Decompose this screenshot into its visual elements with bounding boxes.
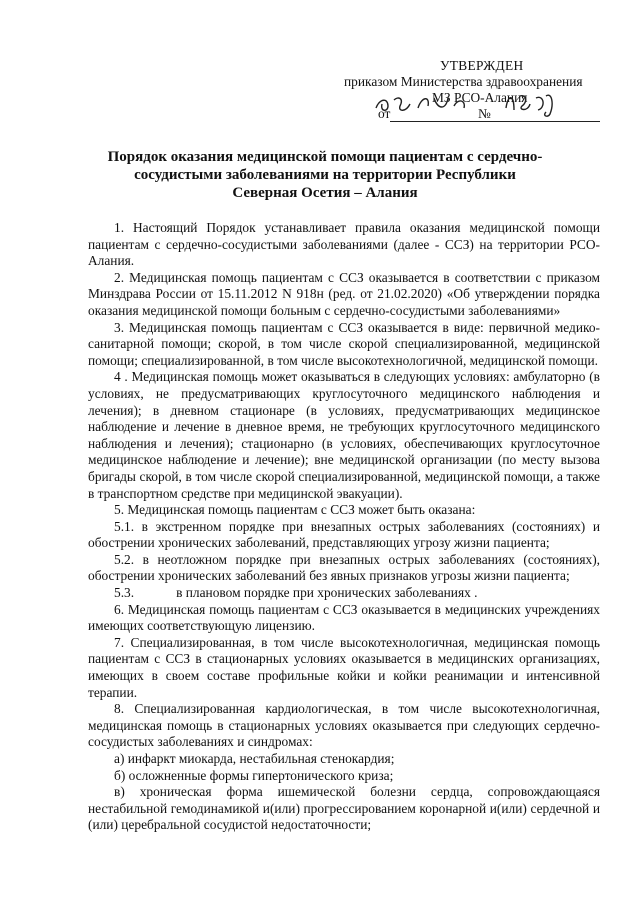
paragraph-8-a: а) инфаркт миокарда, нестабильная стенокардия; xyxy=(114,751,395,766)
paragraph-3: 3. Медицинская помощь пациентам с ССЗ оказывается в виде: первичной медико-санитарной помощи; скорой, в том числе скорой специализированной, медицинской помощи; специализированной, в том числе высокотехнологичной, медицинской помощи. xyxy=(88,319,600,368)
approval-stamp-block xyxy=(330,58,630,124)
paragraph-7: 7. Специализированная, в том числе высокотехнологичная, медицинская помощь пациентам с ССЗ в стационарных условиях оказывается в медицинских организациях, имеющих в своем составе профильные койки и койки реанимации и интенсивной терапии. xyxy=(88,634,600,700)
paragraph-5-1: 5.1. в экстренном порядке при внезапных острых заболеваниях (состояниях) и обострении хронических заболеваний, представляющих угрозу жизни пациента; xyxy=(88,518,600,551)
paragraph-4: 4 . Медицинская помощь может оказываться в следующих условиях: амбулаторно (в условиях, не предусматривающих круглосуточного медицинского наблюдения и лечения); в дневном стационаре (в условиях, предусматривающих медицинское наблюдение и лечение в дневное время, не требующих круглосуточного медицинского наблюдения и лечения); стационарно (в условиях, обеспечивающих круглосуточное медицинское наблюдение и лечение); вне медицинской организации (по месту вызова бригады скорой, в том числе скорой специализированной, медицинской помощи, а также в транспортном средстве при медицинской эвакуации). xyxy=(88,369,600,501)
paragraph-8-c: в) хроническая форма ишемической болезни сердца, сопровождающаяся нестабильной гемодинамикой и(или) прогрессированием коронарной и(или) сердечной и (или) церебральной сосудистой недостаточности; xyxy=(88,784,600,833)
paragraph-1: 1. Настоящий Порядок устанавливает правила оказания медицинской помощи пациентам с сердечно-сосудистыми заболеваниями (далее - ССЗ) на территории РСО-Алания. xyxy=(88,220,600,269)
paragraph-5: 5. Медицинская помощь пациентам с ССЗ может быть оказана: xyxy=(114,502,476,518)
signature-underline xyxy=(390,121,600,122)
paragraph-8-b: б) осложненные формы гипертонического криза; xyxy=(114,767,394,783)
paragraph-5-3-number: 5.3. xyxy=(114,585,135,601)
paragraph-5-3-text: в плановом порядке при хронических заболеваниях . xyxy=(176,585,478,601)
approval-order-line: приказом Министерства здравоохранения xyxy=(344,74,583,89)
approval-date-number-line xyxy=(330,106,630,124)
approval-ministry-line: МЗ РСО-Алания xyxy=(432,90,528,105)
paragraph-5-3 xyxy=(88,585,600,602)
approval-heading: УТВЕРЖДЕН xyxy=(440,58,524,73)
paragraph-5-2: 5.2. в неотложном порядке при внезапных острых заболеваниях (состояниях), обострении хронических заболеваний без явных признаков угрозы жизни пациента; xyxy=(88,551,600,584)
date-prefix: от xyxy=(378,106,391,121)
document-body xyxy=(88,220,600,834)
number-prefix: № xyxy=(478,106,491,121)
paragraph-6: 6. Медицинская помощь пациентам с ССЗ оказывается в медицинских учреждениях имеющих соответствующую лицензию. xyxy=(88,601,600,634)
paragraph-2: 2. Медицинская помощь пациентам с ССЗ оказывается в соответствии с приказом Минздрава России от 15.11.2012 N 918н (ред. от 21.02.2020) «Об утверждении порядка оказания медицинской помощи больным с сердечно-сосудистыми заболеваниями» xyxy=(88,269,600,318)
document-title: Порядок оказания медицинской помощи пациентам с сердечно-сосудистыми заболеваниями на территории Республики Северная Осетия – Алания xyxy=(107,149,543,201)
paragraph-8: 8. Специализированная кардиологическая, в том числе высокотехнологичная, медицинская помощь в стационарных условиях оказывается при следующих сердечно-сосудистых заболеваниях и синдромах: xyxy=(88,701,600,750)
